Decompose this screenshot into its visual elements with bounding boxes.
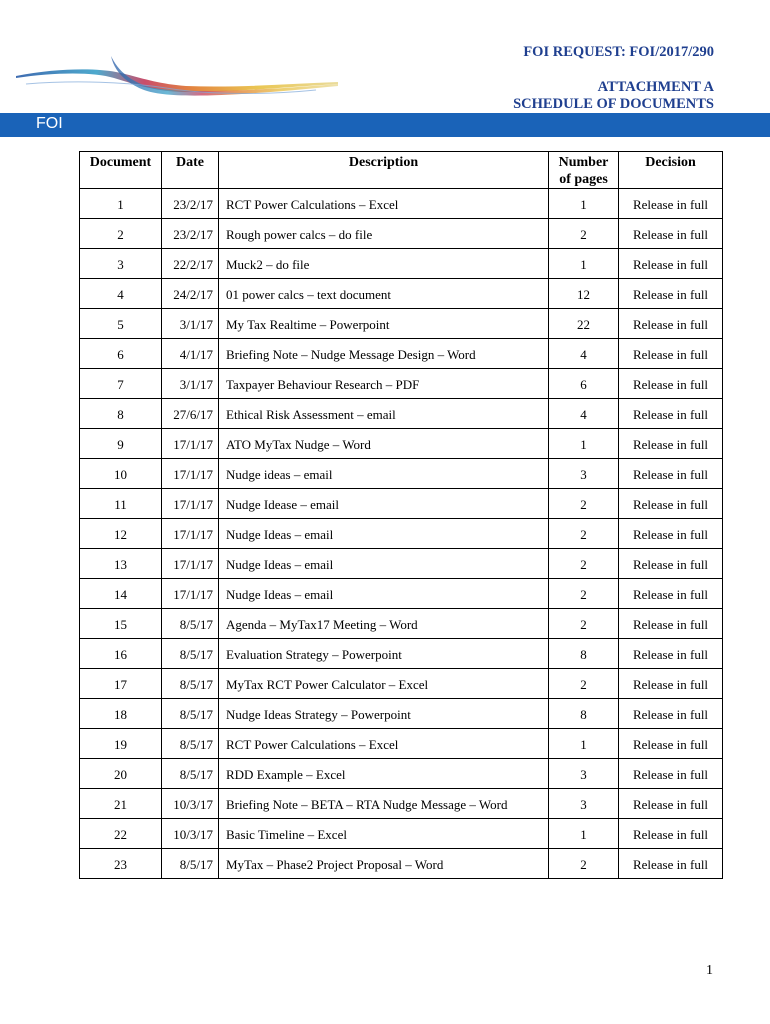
cell-date: 17/1/17 [162, 459, 219, 489]
cell-date: 23/2/17 [162, 189, 219, 219]
cell-document: 5 [80, 309, 162, 339]
cell-description: Nudge ideas – email [219, 459, 549, 489]
table-row [80, 789, 723, 819]
cell-decision: Release in full [619, 729, 723, 759]
cell-decision: Release in full [619, 819, 723, 849]
cell-date: 22/2/17 [162, 249, 219, 279]
cell-description: Nudge Ideas – email [219, 519, 549, 549]
attachment-label: ATTACHMENT A [597, 79, 714, 95]
cell-date: 8/5/17 [162, 759, 219, 789]
cell-date: 23/2/17 [162, 219, 219, 249]
cell-pages: 2 [549, 519, 619, 549]
foi-banner [0, 113, 770, 137]
cell-date: 3/1/17 [162, 309, 219, 339]
col-header-date: Date [162, 152, 219, 189]
table-row [80, 699, 723, 729]
cell-description: RCT Power Calculations – Excel [219, 729, 549, 759]
agency-logo-swoosh-icon [16, 54, 338, 102]
col-header-description: Description [219, 152, 549, 189]
cell-document: 15 [80, 609, 162, 639]
cell-document: 10 [80, 459, 162, 489]
cell-date: 24/2/17 [162, 279, 219, 309]
cell-description: Rough power calcs – do file [219, 219, 549, 249]
cell-pages: 2 [549, 609, 619, 639]
cell-description: Evaluation Strategy – Powerpoint [219, 639, 549, 669]
cell-description: Nudge Idease – email [219, 489, 549, 519]
cell-decision: Release in full [619, 849, 723, 879]
cell-pages: 8 [549, 639, 619, 669]
cell-pages: 2 [549, 579, 619, 609]
cell-date: 8/5/17 [162, 639, 219, 669]
cell-pages: 2 [549, 849, 619, 879]
col-header-decision: Decision [619, 152, 723, 189]
table-row [80, 669, 723, 699]
cell-decision: Release in full [619, 669, 723, 699]
cell-document: 7 [80, 369, 162, 399]
cell-pages: 1 [549, 819, 619, 849]
cell-description: Agenda – MyTax17 Meeting – Word [219, 609, 549, 639]
table-row [80, 759, 723, 789]
cell-date: 17/1/17 [162, 579, 219, 609]
table-row [80, 639, 723, 669]
cell-pages: 4 [549, 399, 619, 429]
cell-description: MyTax RCT Power Calculator – Excel [219, 669, 549, 699]
cell-description: My Tax Realtime – Powerpoint [219, 309, 549, 339]
cell-decision: Release in full [619, 249, 723, 279]
cell-pages: 3 [549, 459, 619, 489]
cell-document: 14 [80, 579, 162, 609]
cell-pages: 1 [549, 729, 619, 759]
cell-document: 11 [80, 489, 162, 519]
table-row [80, 489, 723, 519]
cell-decision: Release in full [619, 189, 723, 219]
cell-decision: Release in full [619, 309, 723, 339]
cell-date: 4/1/17 [162, 339, 219, 369]
cell-document: 6 [80, 339, 162, 369]
cell-date: 8/5/17 [162, 849, 219, 879]
cell-date: 10/3/17 [162, 819, 219, 849]
cell-date: 3/1/17 [162, 369, 219, 399]
cell-description: Nudge Ideas – email [219, 579, 549, 609]
table-row [80, 519, 723, 549]
cell-document: 20 [80, 759, 162, 789]
cell-description: ATO MyTax Nudge – Word [219, 429, 549, 459]
table-row [80, 729, 723, 759]
cell-description: MyTax – Phase2 Project Proposal – Word [219, 849, 549, 879]
cell-description: Muck2 – do file [219, 249, 549, 279]
cell-decision: Release in full [619, 369, 723, 399]
cell-description: 01 power calcs – text document [219, 279, 549, 309]
table-row [80, 219, 723, 249]
table-row [80, 249, 723, 279]
table-row [80, 279, 723, 309]
cell-description: Ethical Risk Assessment – email [219, 399, 549, 429]
cell-date: 8/5/17 [162, 699, 219, 729]
cell-decision: Release in full [619, 429, 723, 459]
cell-date: 8/5/17 [162, 609, 219, 639]
col-header-document: Document [80, 152, 162, 189]
table-header-row [80, 152, 723, 189]
cell-decision: Release in full [619, 489, 723, 519]
cell-document: 19 [80, 729, 162, 759]
cell-document: 23 [80, 849, 162, 879]
cell-pages: 2 [549, 219, 619, 249]
cell-document: 3 [80, 249, 162, 279]
cell-date: 17/1/17 [162, 429, 219, 459]
table-row [80, 189, 723, 219]
attachment-heading [513, 79, 714, 113]
foi-reference: FOI REQUEST: FOI/2017/290 [523, 44, 714, 60]
table-row [80, 459, 723, 489]
cell-decision: Release in full [619, 459, 723, 489]
cell-pages: 2 [549, 669, 619, 699]
cell-decision: Release in full [619, 579, 723, 609]
cell-document: 17 [80, 669, 162, 699]
table-row [80, 339, 723, 369]
col-header-pages-line1: Number [558, 155, 609, 170]
cell-pages: 3 [549, 789, 619, 819]
cell-decision: Release in full [619, 609, 723, 639]
cell-description: Nudge Ideas Strategy – Powerpoint [219, 699, 549, 729]
table-row [80, 399, 723, 429]
cell-document: 21 [80, 789, 162, 819]
cell-pages: 4 [549, 339, 619, 369]
cell-document: 16 [80, 639, 162, 669]
cell-description: RCT Power Calculations – Excel [219, 189, 549, 219]
cell-pages: 1 [549, 429, 619, 459]
cell-document: 18 [80, 699, 162, 729]
cell-decision: Release in full [619, 699, 723, 729]
cell-document: 1 [80, 189, 162, 219]
cell-description: RDD Example – Excel [219, 759, 549, 789]
cell-document: 8 [80, 399, 162, 429]
cell-date: 8/5/17 [162, 729, 219, 759]
col-header-pages [549, 152, 619, 189]
schedule-label: SCHEDULE OF DOCUMENTS [513, 96, 714, 112]
cell-date: 17/1/17 [162, 489, 219, 519]
cell-pages: 2 [549, 549, 619, 579]
cell-description: Taxpayer Behaviour Research – PDF [219, 369, 549, 399]
cell-decision: Release in full [619, 759, 723, 789]
page-number: 1 [706, 963, 713, 978]
table-row [80, 549, 723, 579]
cell-date: 17/1/17 [162, 519, 219, 549]
cell-decision: Release in full [619, 639, 723, 669]
cell-document: 2 [80, 219, 162, 249]
cell-pages: 6 [549, 369, 619, 399]
table-row [80, 579, 723, 609]
cell-decision: Release in full [619, 519, 723, 549]
cell-date: 17/1/17 [162, 549, 219, 579]
cell-date: 27/6/17 [162, 399, 219, 429]
cell-document: 4 [80, 279, 162, 309]
cell-document: 22 [80, 819, 162, 849]
cell-date: 8/5/17 [162, 669, 219, 699]
cell-description: Nudge Ideas – email [219, 549, 549, 579]
cell-decision: Release in full [619, 399, 723, 429]
cell-description: Briefing Note – BETA – RTA Nudge Message – Word [219, 789, 549, 819]
table-row [80, 609, 723, 639]
cell-document: 12 [80, 519, 162, 549]
col-header-pages-line2: of pages [559, 172, 608, 187]
cell-decision: Release in full [619, 789, 723, 819]
cell-decision: Release in full [619, 549, 723, 579]
cell-decision: Release in full [619, 279, 723, 309]
cell-pages: 8 [549, 699, 619, 729]
foi-banner-label: FOI [36, 115, 63, 132]
cell-pages: 22 [549, 309, 619, 339]
cell-pages: 3 [549, 759, 619, 789]
cell-document: 13 [80, 549, 162, 579]
table-row [80, 429, 723, 459]
cell-description: Basic Timeline – Excel [219, 819, 549, 849]
table-row [80, 819, 723, 849]
table-row [80, 849, 723, 879]
cell-pages: 12 [549, 279, 619, 309]
cell-pages: 2 [549, 489, 619, 519]
cell-decision: Release in full [619, 219, 723, 249]
table-row [80, 369, 723, 399]
cell-date: 10/3/17 [162, 789, 219, 819]
cell-pages: 1 [549, 189, 619, 219]
cell-description: Briefing Note – Nudge Message Design – Word [219, 339, 549, 369]
table-row [80, 309, 723, 339]
schedule-table [79, 151, 723, 879]
cell-pages: 1 [549, 249, 619, 279]
cell-document: 9 [80, 429, 162, 459]
cell-decision: Release in full [619, 339, 723, 369]
